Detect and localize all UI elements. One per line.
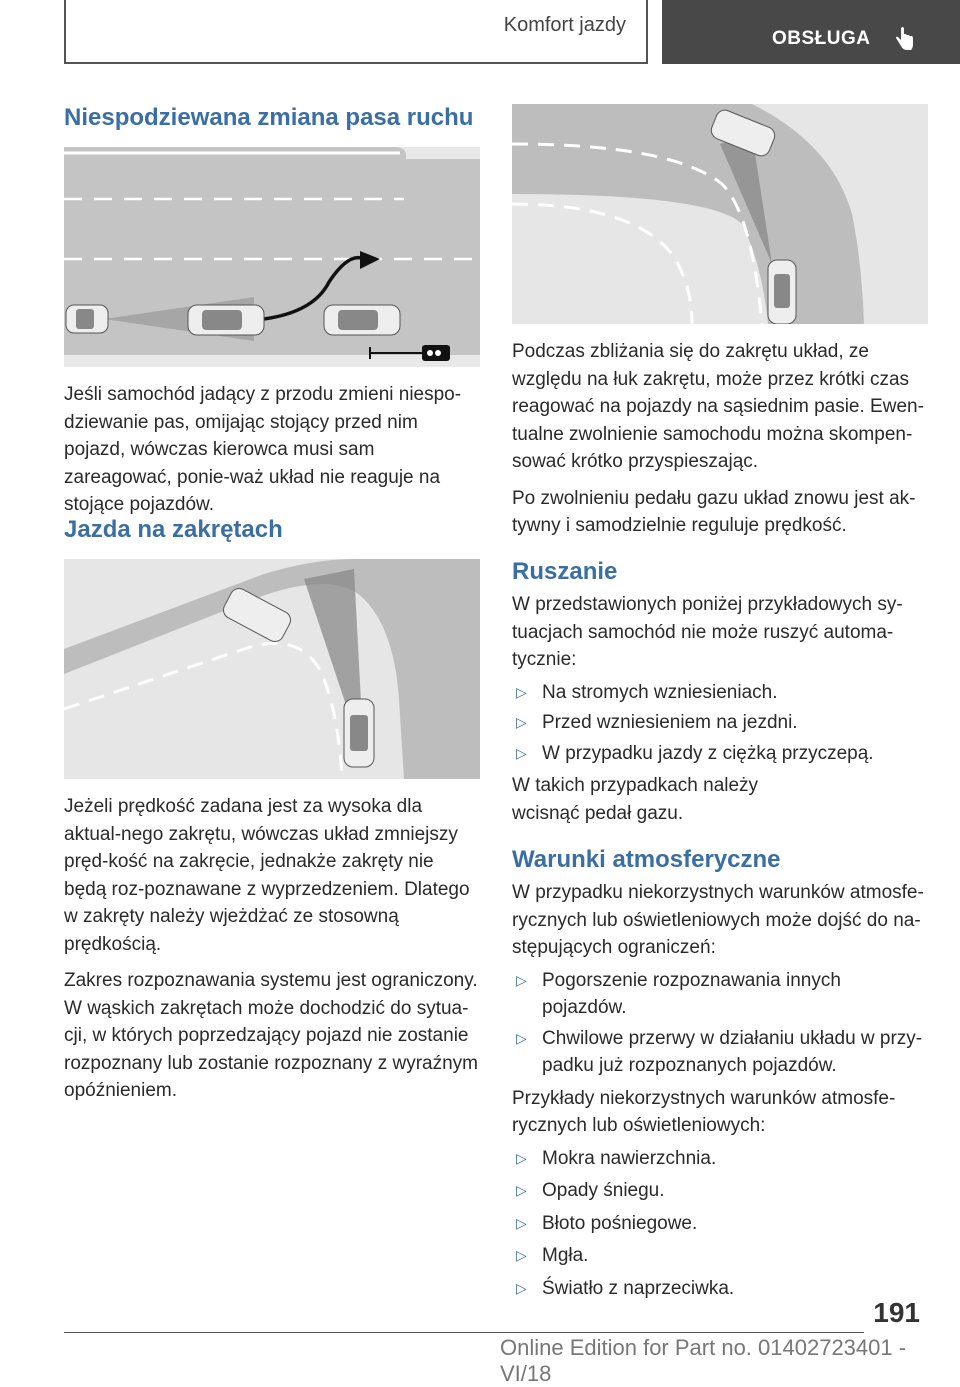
- heading-lane-change: Niespodziewana zmiana pasa ruchu: [64, 104, 474, 131]
- heading-curves: Jazda na zakrętach: [64, 516, 283, 543]
- paragraph-weather-examples: Przykłady niekorzystnych warunków atmosfe‐rycznych lub oświetleniowych:: [512, 1087, 896, 1136]
- list-item: ▷ Opady śniegu.: [512, 1177, 928, 1205]
- list-item: ▷ Światło z naprzeciwka.: [512, 1275, 928, 1303]
- illustration-curves-left: [64, 559, 480, 779]
- illustration-lane-change: [64, 147, 480, 367]
- curve-diagram-1: [64, 559, 480, 779]
- car-middle: [188, 305, 264, 335]
- edition-note: Online Edition for Part no. 01402723401 - VI/18: [500, 1335, 907, 1386]
- car-rear: [66, 305, 108, 333]
- lane-change-diagram: [64, 147, 480, 367]
- bullet-triangle-icon: ▷: [516, 1247, 527, 1263]
- bullet-triangle-icon: ▷: [516, 683, 527, 700]
- paragraph-adjacent-lane: Podczas zbliżania się do zakrętu układ, ze względu na łuk zakrętu, może przez krótki czas reagować na pojazdy na sąsiednim pasie. Ewen‐tualne zwolnienie samochodu można skompen‐sować krótko przyspieszając.: [512, 341, 924, 472]
- paragraph-pedal-release: Po zwolnieniu pedału gazu układ znowu jest ak‐tywny i samodzielnie reguluje prędkość.: [512, 487, 916, 536]
- list-item: ▷ Mokra nawierzchnia.: [512, 1145, 928, 1173]
- paragraph-ruszanie: W przedstawionych poniżej przykładowych sy‐tuacjach samochód nie może ruszyć automa‐tycznie:: [512, 594, 903, 670]
- curve-diagram-2: [512, 104, 928, 324]
- list-weather-limitations: [512, 967, 928, 1080]
- list-item: ▷ Pogorszenie rozpoznawania innych pojazdów.: [512, 967, 928, 1022]
- list-item: ▷ Mgła.: [512, 1242, 928, 1270]
- paragraph-curves-1: Jeżeli prędkość zadana jest za wysoka dla aktual‐nego zakrętu, wówczas układ zmniejszy pręd‐kość na zakręcie, jednakże zakręty nie będą roz‐poznawane z wyprzedzeniem. Dlatego w zakręty należy wjeżdżać ze stosowną prędkością.: [64, 796, 470, 955]
- list-item: ▷ Błoto pośniegowe.: [512, 1210, 928, 1238]
- bullet-triangle-icon: ▷: [516, 1214, 527, 1231]
- bullet-triangle-icon: ▷: [516, 1279, 527, 1296]
- paragraph-gas-pedal: W takich przypadkach należy wcisnąć pedał gazu.: [512, 775, 759, 824]
- section-title: Komfort jazdy: [503, 14, 626, 36]
- car-curve-bottom: [344, 699, 374, 767]
- car-right-bottom: [768, 260, 796, 324]
- paragraph-lane-change: Jeśli samochód jadący z przodu zmieni niespo‐dziewanie pas, omijając stojący przed nim pojazd, wówczas kierowca musi sam zareagować, ponie‐waż układ nie reaguje na stojące pojazdów.: [64, 384, 462, 515]
- list-item: ▷ Chwilowe przerwy w działaniu układu w przy‐padku już rozpoznanych pojazdów.: [512, 1025, 928, 1080]
- list-item: ▷ W przypadku jazdy z ciężką przyczepą.: [512, 740, 928, 768]
- car-front: [324, 305, 400, 335]
- bullet-triangle-icon: ▷: [516, 1182, 527, 1198]
- bullet-triangle-icon: ▷: [516, 744, 527, 761]
- paragraph-curves-2: Zakres rozpoznawania systemu jest ograniczony. W wąskich zakrętach może dochodzić do sytua‐cji, w których poprzedzający pojazd nie zostanie rozpoznany lub zostanie rozpoznany z wyraźnym opóźnieniem.: [64, 970, 478, 1101]
- heading-weather: Warunki atmosferyczne: [512, 846, 781, 873]
- header-bar: [64, 0, 648, 64]
- heading-ruszanie: Ruszanie: [512, 558, 618, 585]
- chapter-tab-label: OBSŁUGA: [772, 28, 871, 49]
- hand-pointer-icon: [894, 26, 914, 52]
- list-item: ▷ Na stromych wzniesieniach.: [512, 679, 928, 707]
- page-number: 191: [873, 1297, 920, 1328]
- illustration-curves-right: [512, 104, 928, 324]
- bullet-triangle-icon: ▷: [516, 1029, 527, 1046]
- chapter-tab[interactable]: [662, 0, 960, 64]
- footer-divider: [64, 1332, 864, 1333]
- paragraph-weather: W przypadku niekorzystnych warunków atmosfe‐rycznych lub oświetleniowych może dojść do na‐stępujących ograniczeń:: [512, 882, 924, 958]
- list-weather-examples: [512, 1145, 928, 1303]
- list-item: ▷ Przed wzniesieniem na jezdni.: [512, 709, 928, 737]
- bullet-triangle-icon: ▷: [516, 1149, 527, 1166]
- bullet-triangle-icon: ▷: [516, 971, 527, 988]
- bullet-triangle-icon: ▷: [516, 714, 527, 730]
- list-ruszanie: [512, 679, 928, 768]
